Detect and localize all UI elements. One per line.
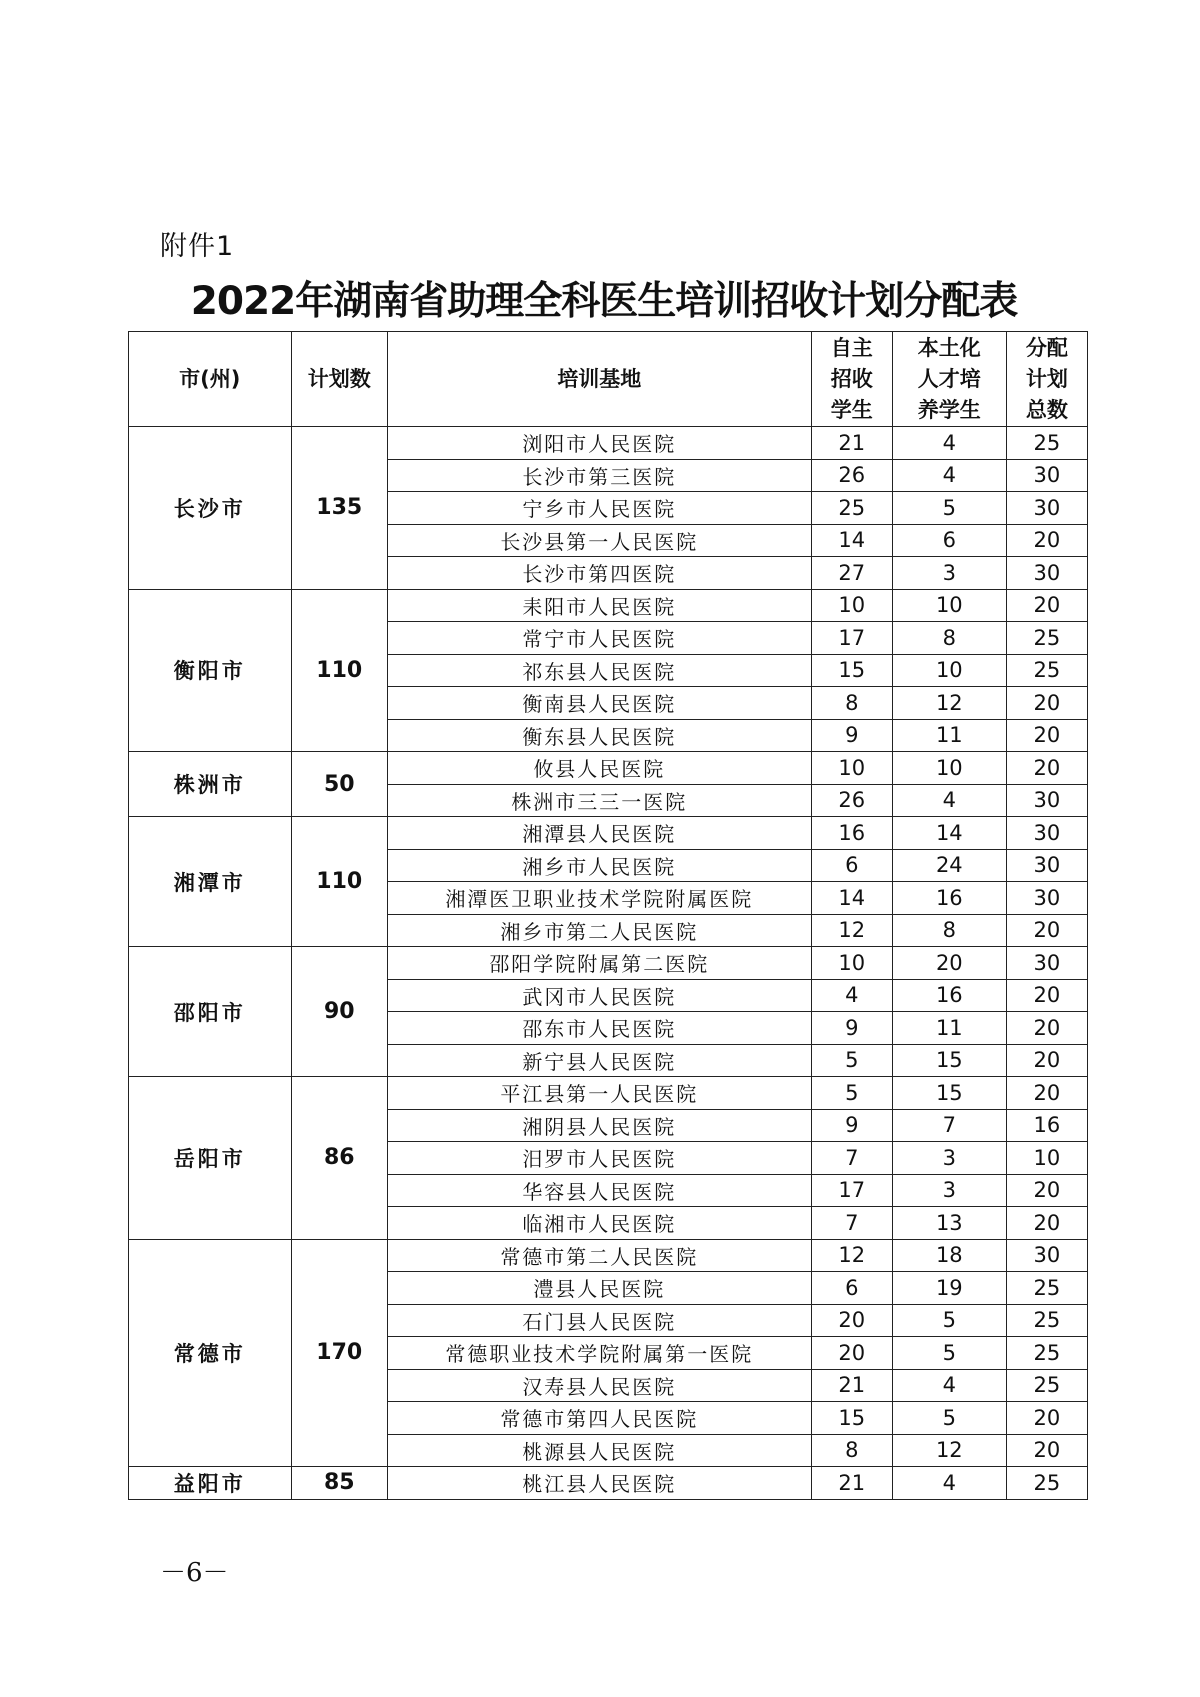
self-recruited-cell: 8 [811,687,892,720]
base-cell: 祁东县人民医院 [387,654,811,687]
base-cell: 邵阳学院附属第二医院 [387,947,811,980]
base-cell: 衡南县人民医院 [387,687,811,720]
localized-talent-cell: 3 [892,557,1006,590]
table-row [129,427,1088,460]
base-cell: 澧县人民医院 [387,1272,811,1305]
localized-talent-cell: 14 [892,817,1006,850]
city-cell: 岳阳市 [129,1077,292,1240]
header-localized-talent [892,332,1006,427]
city-cell: 株洲市 [129,752,292,817]
self-recruited-cell: 17 [811,622,892,655]
base-cell: 常宁市人民医院 [387,622,811,655]
table-header-row [129,332,1088,427]
localized-talent-cell: 16 [892,979,1006,1012]
table-row [129,1239,1088,1272]
localized-talent-cell: 12 [892,1434,1006,1467]
total-cell: 20 [1006,1174,1087,1207]
self-recruited-cell: 15 [811,1402,892,1435]
table-row [129,752,1088,785]
localized-talent-cell: 5 [892,1402,1006,1435]
city-cell: 长沙市 [129,427,292,590]
base-cell: 长沙县第一人民医院 [387,524,811,557]
localized-talent-cell: 11 [892,1012,1006,1045]
total-cell: 20 [1006,1077,1087,1110]
plan-cell: 86 [291,1077,387,1240]
header-line: 自主 [830,335,873,360]
attachment-label: 附件1 [160,231,235,262]
localized-talent-cell: 7 [892,1109,1006,1142]
total-cell: 20 [1006,1044,1087,1077]
total-cell: 30 [1006,557,1087,590]
localized-talent-cell: 15 [892,1044,1006,1077]
city-cell: 邵阳市 [129,947,292,1077]
self-recruited-cell: 16 [811,817,892,850]
total-cell: 25 [1006,1467,1087,1500]
localized-talent-cell: 13 [892,1207,1006,1240]
self-recruited-cell: 9 [811,1012,892,1045]
self-recruited-cell: 15 [811,654,892,687]
self-recruited-cell: 20 [811,1337,892,1370]
base-cell: 桃江县人民医院 [387,1467,811,1500]
base-cell: 汉寿县人民医院 [387,1369,811,1402]
localized-talent-cell: 16 [892,882,1006,915]
total-cell: 25 [1006,427,1087,460]
base-cell: 攸县人民医院 [387,752,811,785]
base-cell: 常德市第二人民医院 [387,1239,811,1272]
base-cell: 常德职业技术学院附属第一医院 [387,1337,811,1370]
base-cell: 平江县第一人民医院 [387,1077,811,1110]
header-line: 学生 [830,397,873,422]
localized-talent-cell: 20 [892,947,1006,980]
localized-talent-cell: 4 [892,459,1006,492]
self-recruited-cell: 6 [811,1272,892,1305]
self-recruited-cell: 5 [811,1044,892,1077]
table-row [129,1077,1088,1110]
self-recruited-cell: 26 [811,784,892,817]
self-recruited-cell: 6 [811,849,892,882]
total-cell: 20 [1006,1012,1087,1045]
total-cell: 25 [1006,654,1087,687]
header-plan: 计划数 [291,332,387,427]
base-cell: 湘潭医卫职业技术学院附属医院 [387,882,811,915]
total-cell: 20 [1006,979,1087,1012]
plan-cell: 50 [291,752,387,817]
total-cell: 30 [1006,947,1087,980]
allocation-table [128,331,1088,1500]
base-cell: 临湘市人民医院 [387,1207,811,1240]
self-recruited-cell: 25 [811,492,892,525]
total-cell: 25 [1006,1337,1087,1370]
localized-talent-cell: 15 [892,1077,1006,1110]
plan-cell: 110 [291,817,387,947]
header-line: 本土化 [917,335,981,360]
city-cell: 益阳市 [129,1467,292,1500]
self-recruited-cell: 9 [811,1109,892,1142]
total-cell: 20 [1006,914,1087,947]
total-cell: 25 [1006,622,1087,655]
base-cell: 邵东市人民医院 [387,1012,811,1045]
self-recruited-cell: 17 [811,1174,892,1207]
self-recruited-cell: 21 [811,1467,892,1500]
total-cell: 30 [1006,1239,1087,1272]
table-body [129,427,1088,1500]
total-cell: 20 [1006,524,1087,557]
total-cell: 20 [1006,687,1087,720]
localized-talent-cell: 18 [892,1239,1006,1272]
self-recruited-cell: 21 [811,1369,892,1402]
self-recruited-cell: 5 [811,1077,892,1110]
self-recruited-cell: 8 [811,1434,892,1467]
self-recruited-cell: 9 [811,719,892,752]
total-cell: 16 [1006,1109,1087,1142]
table-row [129,589,1088,622]
total-cell: 30 [1006,459,1087,492]
plan-cell: 135 [291,427,387,590]
localized-talent-cell: 5 [892,1304,1006,1337]
header-line: 计划 [1025,366,1068,391]
base-cell: 长沙市第三医院 [387,459,811,492]
base-cell: 宁乡市人民医院 [387,492,811,525]
self-recruited-cell: 14 [811,524,892,557]
total-cell: 20 [1006,1434,1087,1467]
self-recruited-cell: 7 [811,1207,892,1240]
self-recruited-cell: 10 [811,947,892,980]
self-recruited-cell: 12 [811,1239,892,1272]
base-cell: 湘乡市人民医院 [387,849,811,882]
header-line: 总数 [1025,397,1068,422]
base-cell: 常德市第四人民医院 [387,1402,811,1435]
localized-talent-cell: 10 [892,589,1006,622]
self-recruited-cell: 7 [811,1142,892,1175]
localized-talent-cell: 10 [892,654,1006,687]
total-cell: 30 [1006,849,1087,882]
base-cell: 耒阳市人民医院 [387,589,811,622]
localized-talent-cell: 5 [892,492,1006,525]
base-cell: 汨罗市人民医院 [387,1142,811,1175]
header-self-recruited [811,332,892,427]
self-recruited-cell: 10 [811,752,892,785]
header-total [1006,332,1087,427]
base-cell: 湘潭县人民医院 [387,817,811,850]
self-recruited-cell: 10 [811,589,892,622]
header-line: 养学生 [917,397,981,422]
city-cell: 常德市 [129,1239,292,1467]
base-cell: 湘阴县人民医院 [387,1109,811,1142]
total-cell: 30 [1006,784,1087,817]
localized-talent-cell: 4 [892,784,1006,817]
total-cell: 20 [1006,589,1087,622]
table-row [129,817,1088,850]
plan-cell: 85 [291,1467,387,1500]
total-cell: 25 [1006,1304,1087,1337]
table-row [129,1467,1088,1500]
total-cell: 20 [1006,752,1087,785]
localized-talent-cell: 11 [892,719,1006,752]
localized-talent-cell: 6 [892,524,1006,557]
localized-talent-cell: 5 [892,1337,1006,1370]
localized-talent-cell: 4 [892,427,1006,460]
localized-talent-cell: 12 [892,687,1006,720]
plan-cell: 170 [291,1239,387,1467]
header-line: 招收 [830,366,873,391]
base-cell: 浏阳市人民医院 [387,427,811,460]
base-cell: 桃源县人民医院 [387,1434,811,1467]
total-cell: 30 [1006,817,1087,850]
table-row [129,947,1088,980]
localized-talent-cell: 19 [892,1272,1006,1305]
base-cell: 株洲市三三一医院 [387,784,811,817]
city-cell: 湘潭市 [129,817,292,947]
header-line: 分配 [1025,335,1068,360]
base-cell: 华容县人民医院 [387,1174,811,1207]
base-cell: 衡东县人民医院 [387,719,811,752]
base-cell: 武冈市人民医院 [387,979,811,1012]
base-cell: 新宁县人民医院 [387,1044,811,1077]
localized-talent-cell: 4 [892,1467,1006,1500]
header-line: 人才培 [917,366,981,391]
total-cell: 25 [1006,1369,1087,1402]
self-recruited-cell: 27 [811,557,892,590]
total-cell: 10 [1006,1142,1087,1175]
localized-talent-cell: 10 [892,752,1006,785]
localized-talent-cell: 3 [892,1174,1006,1207]
localized-talent-cell: 4 [892,1369,1006,1402]
localized-talent-cell: 8 [892,914,1006,947]
base-cell: 湘乡市第二人民医院 [387,914,811,947]
self-recruited-cell: 26 [811,459,892,492]
base-cell: 石门县人民医院 [387,1304,811,1337]
header-city: 市(州) [129,332,292,427]
self-recruited-cell: 21 [811,427,892,460]
localized-talent-cell: 24 [892,849,1006,882]
localized-talent-cell: 3 [892,1142,1006,1175]
total-cell: 20 [1006,1402,1087,1435]
localized-talent-cell: 8 [892,622,1006,655]
self-recruited-cell: 20 [811,1304,892,1337]
total-cell: 20 [1006,1207,1087,1240]
self-recruited-cell: 14 [811,882,892,915]
page-title: 2022年湖南省助理全科医生培训招收计划分配表 [190,279,1018,324]
page-number: －6－ [160,1558,229,1588]
total-cell: 30 [1006,882,1087,915]
city-cell: 衡阳市 [129,589,292,752]
total-cell: 20 [1006,719,1087,752]
base-cell: 长沙市第四医院 [387,557,811,590]
self-recruited-cell: 4 [811,979,892,1012]
total-cell: 30 [1006,492,1087,525]
header-base: 培训基地 [387,332,811,427]
total-cell: 25 [1006,1272,1087,1305]
self-recruited-cell: 12 [811,914,892,947]
plan-cell: 110 [291,589,387,752]
plan-cell: 90 [291,947,387,1077]
